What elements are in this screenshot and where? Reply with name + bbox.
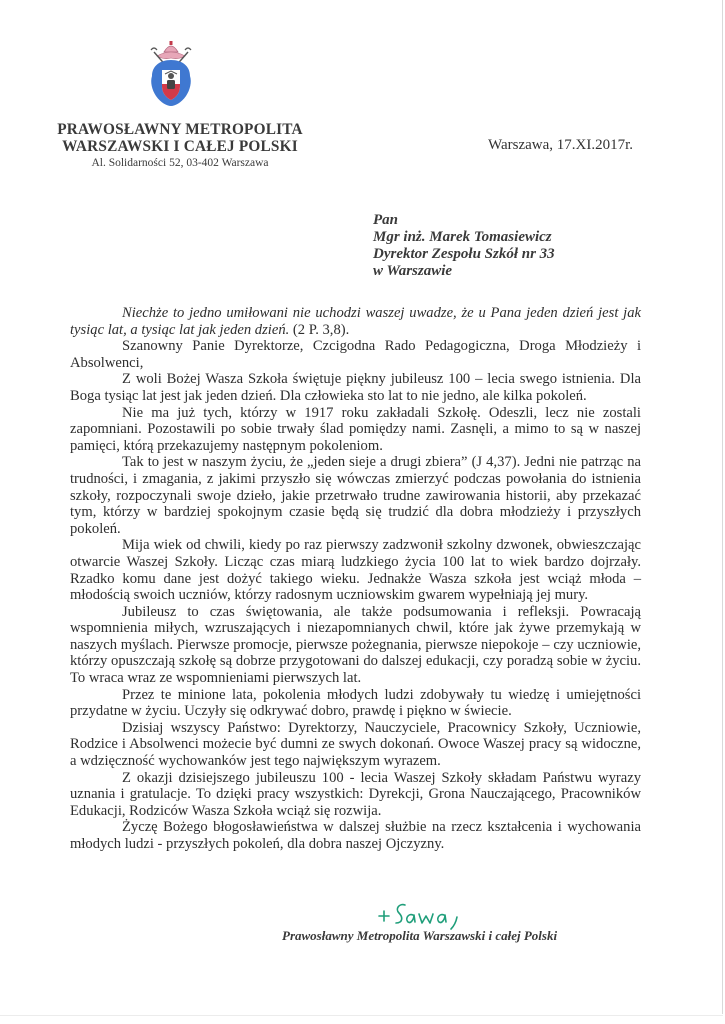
letter-body xyxy=(70,305,641,853)
paragraph: Dzisiaj wszyscy Państwo: Dyrektorzy, Nauczyciele, Pracownicy Szkoły, Uczniowie, Rodzice i Absolwenci możecie być dumni ze swych dokonań. Owoce Waszej pracy są widoczne, a wdzięczność wychowanków jest tego największym wyrazem. xyxy=(70,719,641,770)
paragraph: Przez te minione lata, pokolenia młodych ludzi zdobywały tu wiedzę i umiejętności przydatne w życiu. Uczyły się odkrywać dobro, prawdę i piękno w świecie. xyxy=(70,686,641,720)
recipient-name: Mgr inż. Marek Tomasiewicz xyxy=(373,229,552,245)
handwritten-signature xyxy=(375,897,475,931)
coat-of-arms-icon xyxy=(148,38,194,108)
letterhead-address: Al. Solidarności 52, 03-402 Warszawa xyxy=(91,157,269,169)
recipient-block xyxy=(373,212,555,280)
paragraph: Z woli Bożej Wasza Szkoła świętuje piękny jubileusz 100 – lecia swego istnienia. Dla Boga tysiąc lat jest jak jeden dzień. Dla człowieka sto lat to nie jedno, ale kilka pokoleń. xyxy=(70,371,641,404)
letterhead-title-line2: WARSZAWSKI I CAŁEJ POLSKI xyxy=(62,138,298,155)
recipient-position: Dyrektor Zespołu Szkół nr 33 xyxy=(373,246,555,262)
paragraph-closing-wish: Życzę Bożego błogosławieństwa w dalszej służbie na rzecz kształcenia i wychowania młodych ludzi - przyszłych pokoleń, dla dobra naszej Ojczyzny. xyxy=(70,819,641,852)
paragraph: Z okazji dzisiejszego jubileuszu 100 - lecia Waszej Szkoły składam Państwu wyrazy uznania i gratulacje. To dzięki pracy wszystkich: Dyrekcji, Grona Nauczającego, Pracowników Edukacji, Rodziców Wasza Szkoła wciąż się rozwija. xyxy=(70,769,641,819)
scan-edge-bottom xyxy=(0,1015,723,1016)
recipient-salutation: Pan xyxy=(373,212,399,228)
paragraph-greeting: Szanowny Panie Dyrektorze, Czcigodna Rado Pedagogiczna, Droga Młodzieży i Absolwenci, xyxy=(70,338,641,371)
paragraph: Nie ma już tych, którzy w 1917 roku zakładali Szkołę. Odeszli, lecz nie zostali zapomniani. Pozostawili po sobie trwały ślad pomiędzy nami. Zasnęli, a mimo to są w naszej pamięci, którą przekazujemy następnym pokoleniom. xyxy=(70,404,641,454)
quote-reference: (2 P. 3,8). xyxy=(289,321,350,338)
letterhead xyxy=(40,121,320,171)
scripture-quote xyxy=(70,305,641,338)
paragraph: Jubileusz to czas świętowania, ale także podsumowania i refleksji. Powracają wspomnienia miłych, wzruszających i niezapomnianych chwil, które jak żywe przemykają w naszych myślach. Pierwsze promocje, pierwsze pożegnania, pierwsze niepokoje – czy uczniowie, którzy opuszczają szkołę są dobrze przygotowani do dalszej edukacji, czy poradzą sobie w życiu. To wraca wraz ze wspomnieniami pierwszych lat. xyxy=(70,603,641,687)
signature-title: Prawosławny Metropolita Warszawski i całej Polski xyxy=(282,928,558,943)
scan-edge-right xyxy=(722,0,723,1014)
paragraph: Mija wiek od chwili, kiedy po raz pierwszy zadzwonił szkolny dzwonek, obwieszczając otwarcie Waszej Szkoły. Licząc czas miarą ludzkiego życia 100 lat to wiek bardzo dojrzały. Rzadko komu dane jest dożyć takiego wieku. Jednakże Wasza szkoła jest wciąż młoda – młodością swoich uczniów, którzy radosnym uczniowskim gwarem wypełniają jej mury. xyxy=(70,537,641,604)
recipient-location: w Warszawie xyxy=(373,263,453,279)
paragraph: Tak to jest w naszym życiu, że „jeden sieje a drugi zbiera” (J 4,37). Jedni nie patrząc na trudności, i zmagania, z jakimi przyszło się wówczas zmierzyć podczas powołania do istnienia szkoły, rozpoczynali swoje dzieło, jakie przetrwało trudne zawirowania historii, aby przekazać tym, którzy w bardziej spokojnym czasie będą się trudzić dla dobra młodzieży i przyszłych pokoleń. xyxy=(70,454,641,537)
letter-date: Warszawa, 17.XI.2017r. xyxy=(488,137,633,153)
letterhead-title-line1: PRAWOSŁAWNY METROPOLITA xyxy=(57,121,303,138)
quote-text: Niechże to jedno umiłowani nie uchodzi waszej uwadze, że u Pana jeden dzień jest jak tysiąc lat, a tysiąc lat jak jeden dzień. xyxy=(70,305,641,338)
